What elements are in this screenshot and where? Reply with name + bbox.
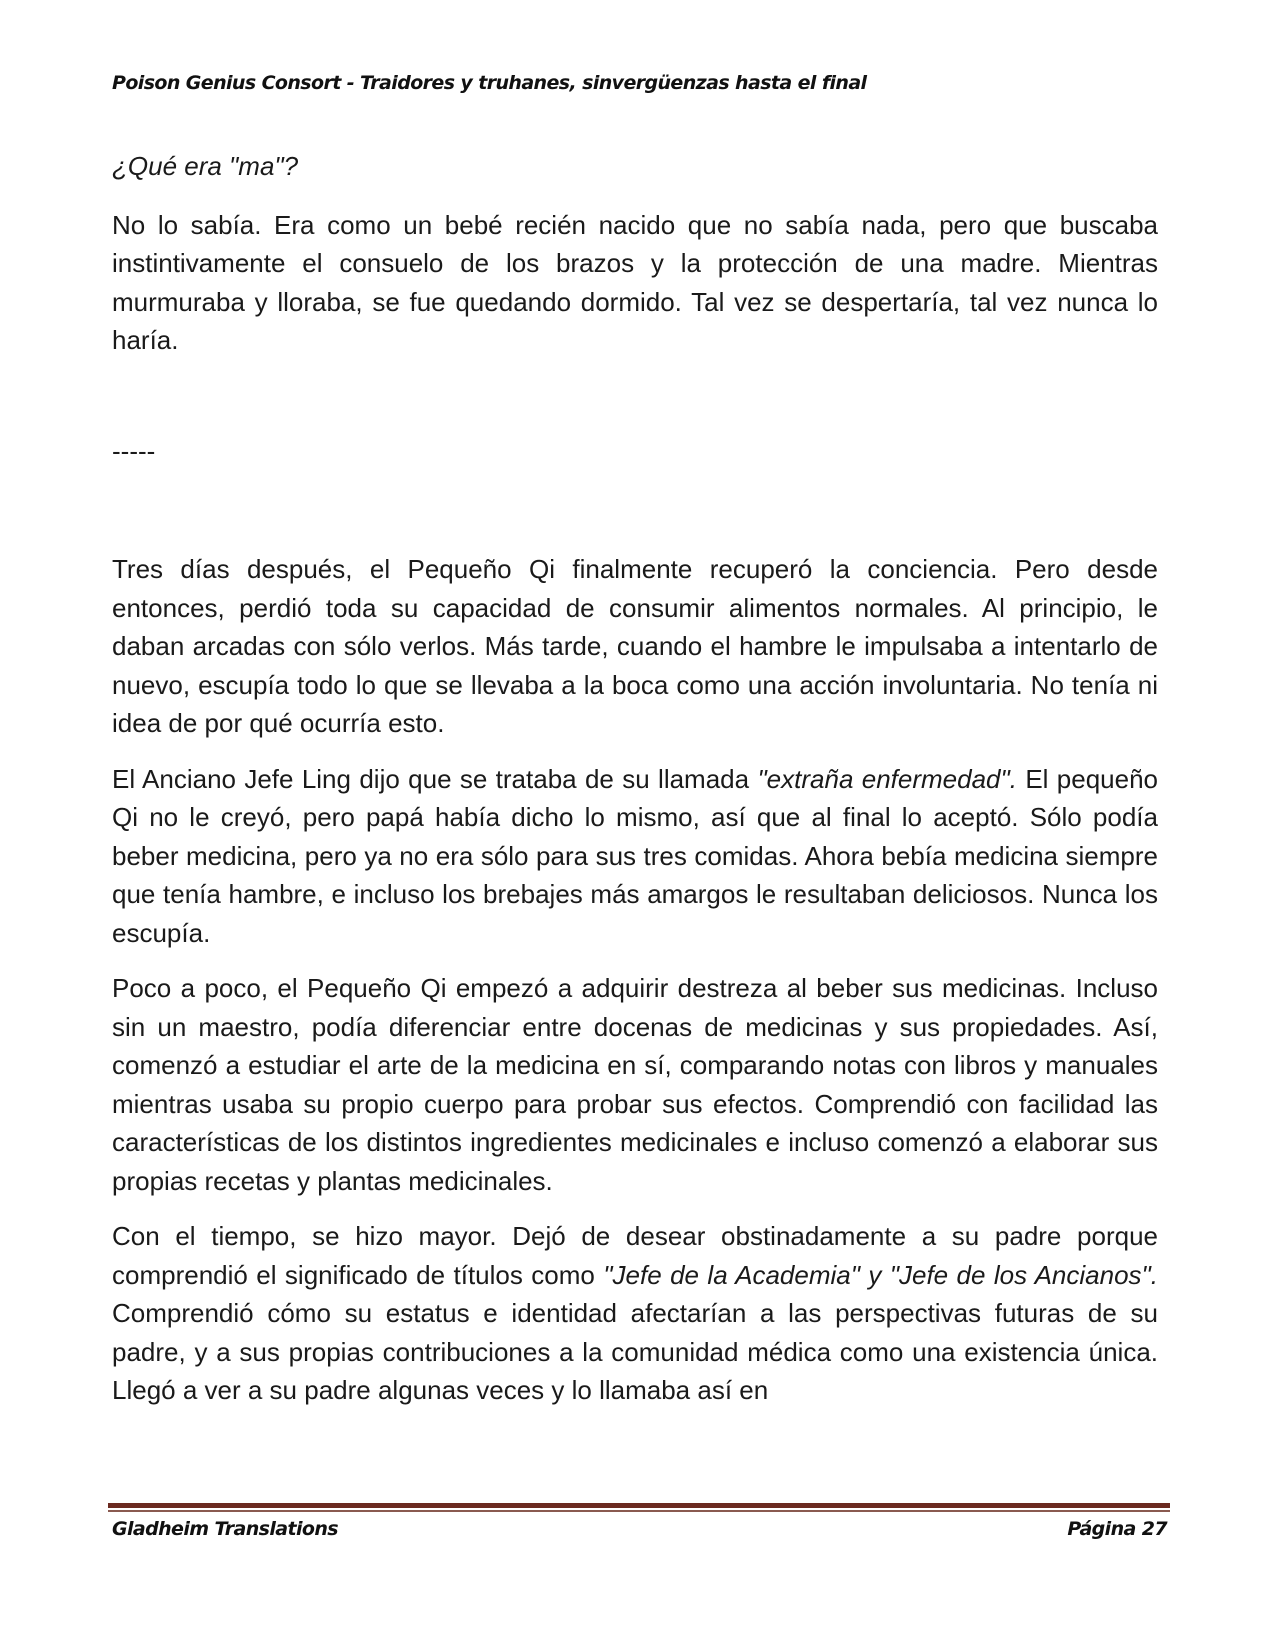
paragraph-3-text-b: El pequeño Qi no le creyó, pero papá había dicho lo mismo, así que al final lo aceptó. Sólo podía beber medicina, pero ya no era sólo para sus tres comidas. Ahora bebía medicina siempre que tenía hambre, e incluso los brebajes más amargos le resultaban deliciosos. Nunca los escupía.	[112, 763, 1158, 948]
footer-credit: Gladheim Translations	[112, 1518, 338, 1540]
paragraph-3-emphasis: "extraña enfermedad".	[757, 763, 1017, 794]
footer-divider	[108, 1503, 1170, 1512]
paragraph-5-text-a: Con el tiempo, se hizo mayor. Dejó de desear obstinadamente a su padre porque comprendió el significado de títulos como	[112, 1221, 1158, 1290]
footer-divider-thin	[108, 1510, 1170, 1512]
question-line: ¿Qué era "ma"?	[112, 151, 299, 181]
paragraph-4: Poco a poco, el Pequeño Qi empezó a adquirir destreza al beber sus medicinas. Incluso sin un maestro, podía diferenciar entre docenas de medicinas y sus propiedades. Así, comenzó a estudiar el arte de la medicina en sí, comparando notas con libros y manuales mientras usaba su propio cuerpo para probar sus efectos. Comprendió con facilidad las características de los distintos ingredientes medicinales e incluso comenzó a elaborar sus propias recetas y plantas medicinales.	[112, 973, 1158, 1196]
paragraph-1: No lo sabía. Era como un bebé recién nacido que no sabía nada, pero que buscaba instintivamente el consuelo de los brazos y la protección de una madre. Mientras murmuraba y lloraba, se fue quedando dormido. Tal vez se despertaría, tal vez nunca lo haría.	[112, 209, 1158, 355]
body-text	[112, 147, 1158, 1427]
paragraph-5-emphasis: "Jefe de la Academia" y "Jefe de los Ancianos".	[603, 1259, 1158, 1290]
paragraph-5	[112, 1217, 1158, 1410]
paragraph-3-text-a: El Anciano Jefe Ling dijo que se trataba de su llamada	[112, 763, 758, 794]
page-header: Poison Genius Consort - Traidores y truhanes, sinvergüenzas hasta el final	[112, 72, 867, 94]
page-number: Página 27	[1067, 1518, 1167, 1540]
paragraph-2: Tres días después, el Pequeño Qi finalmente recuperó la conciencia. Pero desde entonces, perdió toda su capacidad de consumir alimentos normales. Al principio, le daban arcadas con sólo verlos. Más tarde, cuando el hambre le impulsaba a intentarlo de nuevo, escupía todo lo que se llevaba a la boca como una acción involuntaria. No tenía ni idea de por qué ocurría esto.	[112, 554, 1158, 738]
footer-divider-thick	[108, 1503, 1170, 1508]
paragraph-5-text-b: Comprendió cómo su estatus e identidad afectarían a las perspectivas futuras de su padre, y a sus propias contribuciones a la comunidad médica como una existencia única. Llegó a ver a su padre algunas veces y lo llamaba así en	[112, 1298, 1158, 1405]
paragraph-3	[112, 760, 1158, 953]
scene-separator: -----	[112, 435, 156, 466]
